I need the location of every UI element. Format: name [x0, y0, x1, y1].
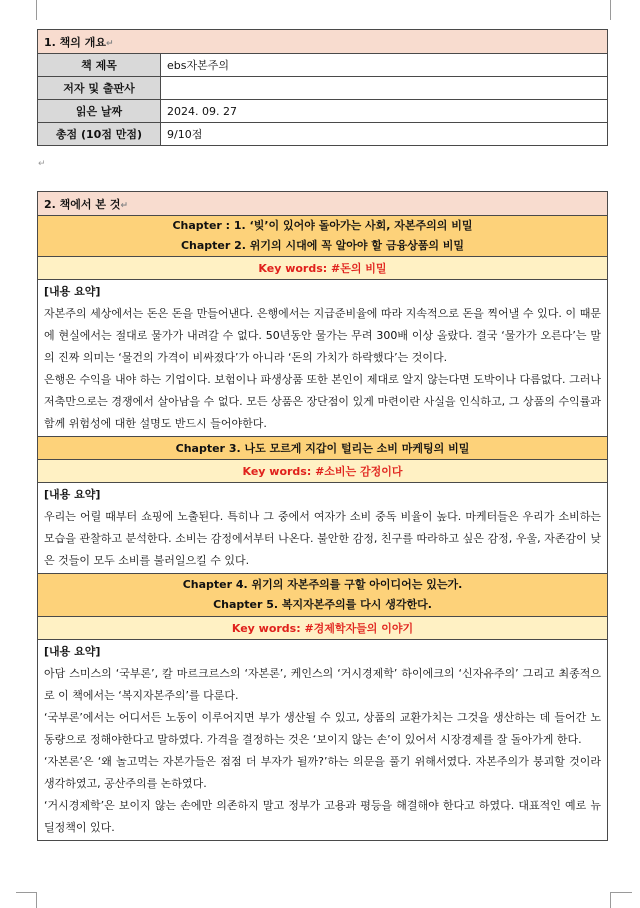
chapter-5-title: Chapter 5. 복지자본주의를 다시 생각한다.: [213, 598, 432, 611]
keywords-row-2: Key words: #소비는 감정이다: [38, 460, 608, 483]
chapter-4-5-heading: [38, 574, 608, 617]
chapter-1-2-heading: [38, 216, 608, 257]
summary-3-paragraph-1: 아담 스미스의 ‘국부론’, 칼 마르크르스의 ‘자본론’, 케인스의 ‘거시경제학’ 하이에크의 ‘신자유주의’ 그리고 최종적으로 이 책에서는 ‘복지자본주의’를 다룬다.: [44, 667, 601, 702]
summary-1-paragraph-2: 은행은 수익을 내야 하는 기업이다. 보험이나 파생상품 또한 본인이 제대로 알지 않는다면 도박이나 다름없다. 그러나 저축만으로는 경쟁에서 살아남을 수 없다. 모든 상품은 장단점이 있게 마련이란 사실을 인식하고, 그 상품의 수익률과 함께 위험성에 대한 설명도 반드시 들어야한다.: [44, 373, 601, 430]
chapter-2-title: Chapter 2. 위기의 시대에 꼭 알아야 할 금융상품의 비밀: [180, 239, 465, 252]
summary-2-paragraph-1: 우리는 어릴 때부터 쇼핑에 노출된다. 특히나 그 중에서 여자가 소비 중독 비율이 높다. 마케터들은 우리가 소비하는 모습을 관찰하고 분석한다. 소비는 감정에서부터 나온다. 불안한 감정, 친구를 따라하고 싶은 감정, 우울, 자존감이 낮은 것들이 모두 소비를 불러일으킬 수 있다.: [44, 510, 601, 567]
crop-mark-bottom-left-h: [16, 892, 37, 893]
chapter-4-title: Chapter 4. 위기의 자본주의를 구할 아이디어는 있는가.: [182, 578, 463, 591]
section1-heading: 1. 책의 개요↵: [38, 30, 608, 54]
summary-3-paragraph-3: ‘자본론’은 ‘왜 놀고먹는 자본가들은 점점 더 부자가 될까?’하는 의문을 풀기 위해서였다. 자본주의가 붕괴할 것이라 생각하였고, 공산주의를 논하였다.: [44, 755, 601, 790]
summary-title-1: [내용 요약]: [44, 285, 101, 298]
summary-title-2: [내용 요약]: [44, 488, 101, 501]
book-overview-table: [37, 29, 608, 146]
crop-mark-top-left-v: [36, 0, 37, 20]
book-title-label: 책 제목: [38, 54, 161, 77]
total-score-label: 총점 (10점 만점): [38, 123, 161, 146]
summary-block-2: [38, 483, 608, 574]
crop-mark-bottom-right-v: [610, 892, 611, 908]
author-publisher-label: 저자 및 출판사: [38, 77, 161, 100]
summary-title-3: [내용 요약]: [44, 645, 101, 658]
book-content-table: [37, 191, 608, 841]
crop-mark-bottom-left-v: [36, 892, 37, 908]
chapter-1-title: Chapter : 1. ‘빚’이 있어야 돌아가는 사회, 자본주의의 비밀: [172, 219, 473, 232]
read-date-value: 2024. 09. 27: [161, 100, 608, 123]
paragraph-mark-icon: ↵: [38, 159, 46, 169]
keywords-row-1: Key words: #돈의 비밀: [38, 257, 608, 280]
section2-heading: 2. 책에서 본 것↵: [38, 192, 608, 216]
chapter-3-title: Chapter 3. 나도 모르게 지갑이 털리는 소비 마케팅의 비밀: [38, 437, 608, 460]
total-score-value: 9/10점: [161, 123, 608, 146]
crop-mark-top-right-v: [610, 0, 611, 20]
summary-3-paragraph-2: ‘국부론’에서는 어디서든 노동이 이루어지면 부가 생산될 수 있고, 상품의 교환가치는 그것을 생산하는 데 들어간 노동량으로 정해야한다고 말하였다. 가격을 결정하는 것은 ‘보이지 않는 손’이 있어서 시장경제를 잘 돌아가게 한다.: [44, 711, 601, 746]
summary-block-3: [38, 640, 608, 841]
summary-1-paragraph-1: 자본주의 세상에서는 돈은 돈을 만들어낸다. 은행에서는 지급준비율에 따라 지속적으로 돈을 찍어낼 수 있다. 이 때문에 현실에서는 절대로 물가가 내려갈 수 없다. 50년동안 물가는 무려 300배 이상 올랐다. 결국 ‘물가가 오른다’는 말의 진짜 의미는 ‘물건의 가격이 비싸졌다’가 아니라 ‘돈의 가치가 하락했다’는 것이다.: [44, 307, 601, 364]
book-title-value: ebs자본주의: [161, 54, 608, 77]
author-publisher-value: [161, 77, 608, 100]
read-date-label: 읽은 날짜: [38, 100, 161, 123]
crop-mark-bottom-right-h: [610, 892, 632, 893]
summary-block-1: [38, 280, 608, 437]
summary-3-paragraph-4: ‘거시경제학’은 보이지 않는 손에만 의존하지 말고 정부가 고용과 평등을 해결해야 한다고 하였다. 대표적인 예로 뉴딜정책이 있다.: [44, 799, 601, 834]
keywords-row-3: Key words: #경제학자들의 이야기: [38, 617, 608, 640]
